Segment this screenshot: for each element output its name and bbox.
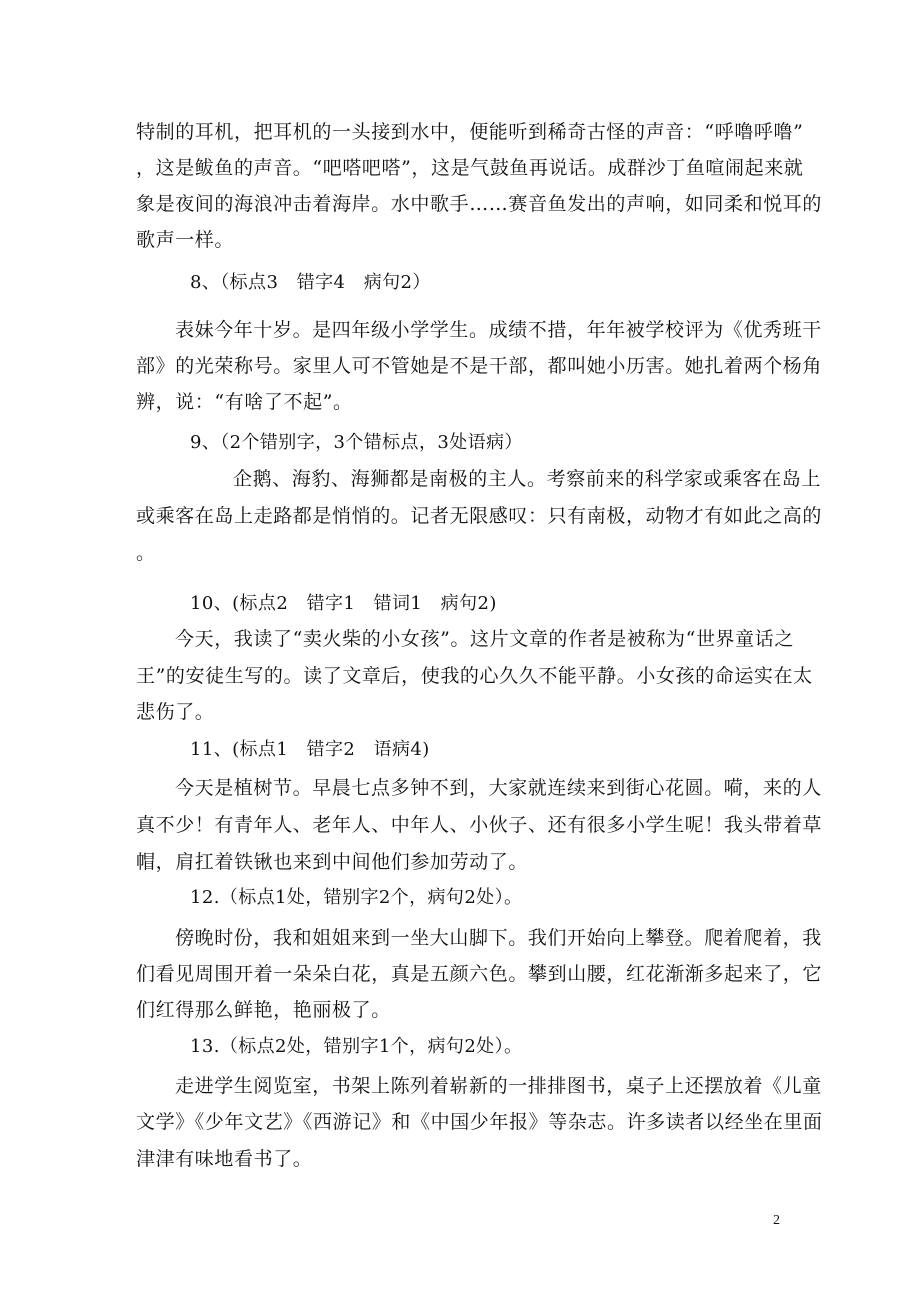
text-line: 企鹅、海豹、海狮都是南极的主人。考察前来的科学家或乘客在岛上: [233, 468, 822, 490]
exercise-heading: 8、（标点3 错字4 病句2）: [190, 272, 431, 293]
text-line: 走进学生阅览室，书架上陈列着崭新的一排排图书，桌子上还摆放着《儿童: [175, 1075, 822, 1097]
exercise-heading: 9、（2个错别字，3个错标点，3处语病）: [190, 432, 523, 453]
exercise-heading: 12.（标点1处，错别字2个，病句2处）。: [190, 887, 523, 908]
text-line: 辨，说：“有啥了不起”。: [136, 391, 353, 413]
text-line: 文学》《少年文艺》《西游记》和《中国少年报》等杂志。许多读者以经坐在里面: [136, 1111, 823, 1133]
page-number: 2: [773, 1213, 780, 1228]
text-line: 帽，肩扛着铁锹也来到中间他们参加劳动了。: [136, 851, 529, 873]
text-line: 象是夜间的海浪冲击着海岸。水中歌手……赛音鱼发出的声响，如同柔和悦耳的: [136, 193, 823, 215]
text-line: 特制的耳机，把耳机的一头接到水中，便能听到稀奇古怪的声音：“呼噜呼噜”: [136, 121, 804, 143]
text-line: 今天，我读了“卖火柴的小女孩”。这片文章的作者是被称为“世界童话之: [175, 628, 794, 650]
text-line: 或乘客在岛上走路都是悄悄的。记者无限感叹：只有南极，动物才有如此之高的: [136, 505, 823, 527]
text-line: 真不少！有青年人、老年人、中年人、小伙子、还有很多小学生呢！我头带着草: [136, 814, 823, 836]
text-line: 表妹今年十岁。是四年级小学学生。成绩不措，年年被学校评为《优秀班干: [175, 319, 822, 341]
text-line: 部》的光荣称号。家里人可不管她是不是干部，都叫她小历害。她扎着两个杨角: [136, 355, 823, 377]
text-line: 们看见周围开着一朵朵白花，真是五颜六色。攀到山腰，红花渐渐多起来了，它: [136, 963, 823, 985]
text-line: 王”的安徒生写的。读了文章后，使我的心久久不能平静。小女孩的命运实在太: [136, 665, 813, 687]
text-line: ，这是鲅鱼的声音。“吧嗒吧嗒”，这是气鼓鱼再说话。成群沙丁鱼喧闹起来就: [136, 157, 804, 179]
text-line: 傍晚时份，我和姐姐来到一坐大山脚下。我们开始向上攀登。爬着爬着，我: [175, 927, 822, 949]
exercise-heading: 13.（标点2处，错别字1个，病句2处）。: [190, 1036, 523, 1057]
text-line: 歌声一样。: [136, 229, 235, 251]
text-line: 津津有味地看书了。: [136, 1148, 313, 1170]
exercise-heading: 10、(标点2 错字1 错词1 病句2): [190, 593, 497, 614]
text-line: 今天是植树节。早晨七点多钟不到，大家就连续来到街心花圆。嗬，来的人: [175, 777, 822, 799]
text-line: 们红得那么鲜艳，艳丽极了。: [136, 999, 391, 1021]
text-line: 悲伤了。: [136, 701, 215, 723]
exercise-heading: 11、(标点1 错字2 语病4): [190, 739, 430, 760]
text-line: 。: [136, 542, 156, 564]
